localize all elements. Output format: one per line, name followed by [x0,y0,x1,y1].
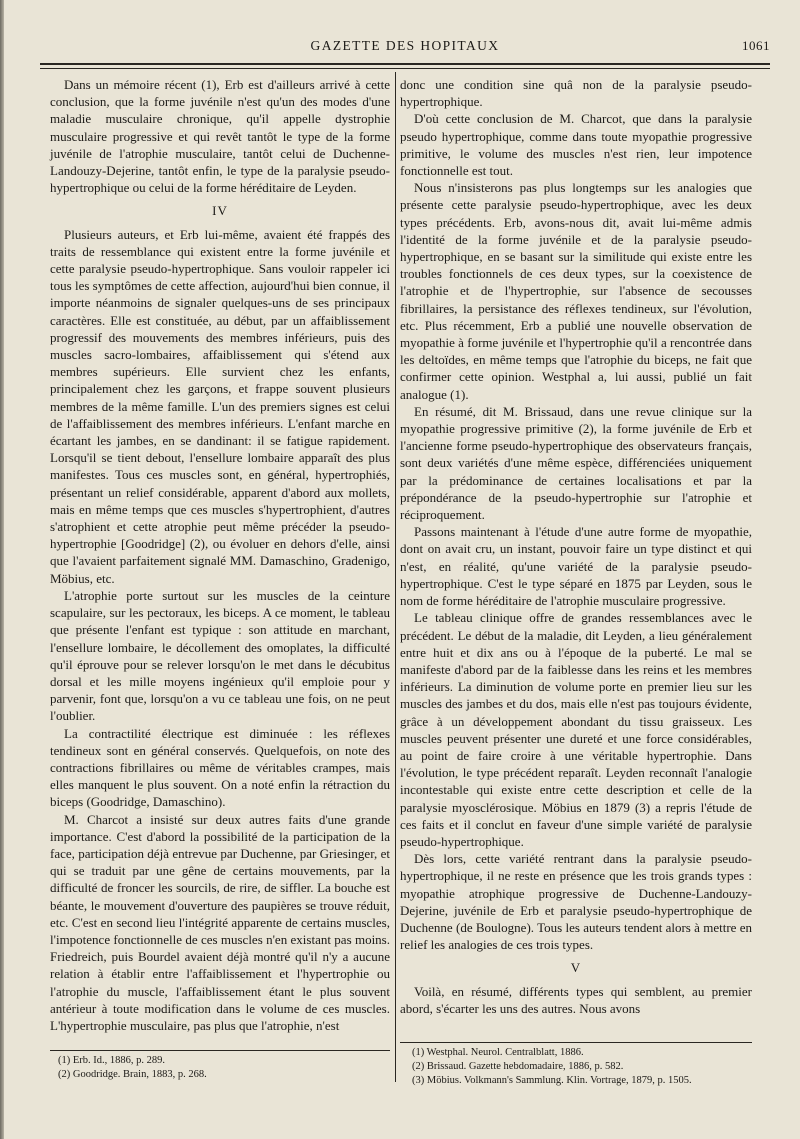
left-column [50,76,390,1034]
footnote: (3) Möbius. Volkmann's Sammlung. Klin. Vortrage, 1879, p. 1505. [412,1075,692,1086]
header-double-rule [40,63,770,69]
page-binding-edge [0,0,4,1139]
footnote-rule-left [50,1050,390,1051]
paragraph: L'atrophie porte surtout sur les muscles de la ceinture scapulaire, sur les pectoraux, les biceps. A ce moment, le tableau que présente l'enfant est typique : son attitude en marchant, l'ensellure lombaire, le décollement des omoplates, la difficulté qu'il éprouve pour se relever lorsqu'on le met dans le décubitus dorsal et les mille moyens ingénieux qu'il emploie pour y parvenir, font que, lorsqu'on a vu ce tableau une fois, on ne peut l'oublier. [50,587,390,724]
footnote: (2) Goodridge. Brain, 1883, p. 268. [58,1069,207,1080]
paragraph: donc une condition sine quâ non de la paralysie pseudo-hypertrophique. [400,77,752,110]
footnote: (1) Westphal. Neurol. Centralblatt, 1886. [412,1047,584,1058]
paragraph: Nous n'insisterons pas plus longtemps sur les analogies que présente cette paralysie pseudo-hypertrophique, avec les deux types précédents. Erb, avons-nous dit, avait lui-même admis l'identité de la forme juvénile et de la paralysie pseudo-hypertrophique, en se basant sur la similitude qui existe entre les troubles fonctionnels de ces deux types, sur la coexistence de l'atrophie et de l'hypertrophie, sur l'absence de secousses fibrillaires, la persistance des réflexes tendineux, sur l'évolution, etc. Plus récemment, Erb a publié une nouvelle observation de myopathie à forme juvénile et l'hypertrophie qu'il a rencontrée dans les deltoïdes, en même temps que l'atrophie du biceps, ne fait que confirmer cette opinion. Westphal a, lui aussi, publié un fait analogue (1). [400,180,752,402]
final-paragraph: Voilà, en résumé, différents types qui semblent, au premier abord, s'écarter les uns des autres. Nous avons [400,983,752,1016]
paragraph: Passons maintenant à l'étude d'une autre forme de myopathie, dont on avait cru, un instant, pouvoir faire un type distinct et qui n'est, en réalité, qu'une variété de la paralysie pseudo-hypertrophique. C'est le type séparé en 1875 par Leyden, sous le nom de forme héréditaire de l'atrophie musculaire progressive. [400,524,752,609]
paragraph: D'où cette conclusion de M. Charcot, que dans la paralysie pseudo hypertrophique, comme dans toute myopathie progressive primitive, le volume des muscles n'est rien, leur impotence fonctionnelle est tout. [400,111,752,179]
section-heading-iv: IV [212,203,228,219]
paragraph: M. Charcot a insisté sur deux autres faits d'une grande importance. C'est d'abord la possibilité de la participation de la face, participation déjà entrevue par Duchenne, par Griesinger, et qui se traduit par une gêne de certains mouvements, par la difficulté de froncer les sourcils, de rire, de siffler. La bouche est béante, le mouvement d'ouverture des paupières se trouve réduit, etc. C'est en second lieu l'intégrité apparente de certains muscles, l'impotence fonctionnelle de ces muscles n'en existant pas moins. Friedreich, puis Bourdel avaient déjà montré qu'il n'y a aucune relation à établir entre l'affaiblissement et l'hypertrophie ou l'atrophie du muscle, l'affaiblissement étant le plus souvent antérieur à toute modification dans le volume de ces muscles. L'hypertrophie musculaire, pas plus que l'atrophie, n'est [50,811,390,1033]
paragraph: La contractilité électrique est diminuée : les réflexes tendineux sont en général conservés. Quelquefois, on note des contractions fibrillaires ou même de véritables crampes, mais elles manquent le plus souvent. On a noté enfin la rétraction du biceps (Goodridge, Damaschino). [50,725,390,810]
footnote-rule-right [400,1042,752,1043]
footnote: (1) Erb. Id., 1886, p. 289. [58,1055,166,1066]
intro-paragraph: Dans un mémoire récent (1), Erb est d'ailleurs arrivé à cette conclusion, que la forme juvénile n'est qu'un des modes d'une maladie musculaire chronique, qu'il appelle dystrophie musculaire progressive et qui revêt tantôt le type de la forme juvénile de l'atrophie musculaire, tantôt celui de Duchenne-Landouzy-Dejerine, tantôt enfin, le type de la paralysie pseudo-hypertrophique ou celui de la forme héréditaire de Leyden. [50,77,390,196]
right-column [400,76,752,1017]
column-divider [395,72,396,1082]
page-number: 1061 [742,38,770,53]
footnotes-left [58,1054,388,1082]
page-header [40,38,770,58]
paragraph: Le tableau clinique offre de grandes ressemblances avec le précédent. Le début de la maladie, dit Leyden, a lieu généralement entre huit et dix ans ou à l'époque de la puberté. Le mal se manifeste d'abord par de la faiblesse dans les reins et les membres inférieurs. La diminution de volume porte en premier lieu sur les muscles des jambes et du dos, mais elle n'est pas toujours évidente, grâce à un développement abondant du tissu graisseux. Les muscles peuvent présenter une dureté et une force considérables, au point de faire croire à une véritable hypertrophie. Dans l'évolution, le type précédent reparaît. Leyden reconnaît l'analogie incontestable qui existe entre cette description et celle de la paralysie myosclérosique. Möbius en 1879 (3) a repris l'étude de ces faits et il conclut en faveur d'une simple variété de paralysie pseudo-hypertrophique. [400,610,752,849]
section-heading-v: V [570,960,582,976]
paragraph: Dès lors, cette variété rentrant dans la paralysie pseudo-hypertrophique, il ne reste en présence que les trois grands types : myopathie atrophique progressive de Duchenne-Landouzy-Dejerine, juvénile de Erb et paralysie pseudo-hypertrophique de Duchenne (de Boulogne). Tous les auteurs tendent alors à mettre en relief les analogies de ces trois types. [400,851,752,953]
footnotes-right [412,1046,752,1088]
journal-title: GAZETTE DES HOPITAUX [310,38,500,53]
paragraph: Plusieurs auteurs, et Erb lui-même, avaient été frappés des traits de ressemblance qui existent entre la forme juvénile et cette paralysie pseudo-hypertrophique. Sans vouloir rappeler ici tous les symptômes de cette affection, aujourd'hui bien connue, il importe néanmoins de signaler quelques-uns de ses principaux caractères. Elle est constituée, au début, par un affaiblissement progressif des mouvements des membres inférieurs, puis des muscles sacro-lombaires, affaiblissement qui s'étend aux membres supérieurs. Elle survient chez les enfants, principalement chez les garçons, et frappe souvent plusieurs membres de la même famille. L'un des premiers signes est celui de l'affaiblissement des membres inférieurs. L'enfant marche en écartant les jambes, en se dandinant: il se fatigue rapidement. Lorsqu'il se tient debout, l'ensellure lombaire apparaît des plus manifestes. Tous ces muscles sont, en général, hypertrophiés, présentant un relief considérable, apparent d'abord aux mollets, mais en même temps que ces muscles s'hypertrophient, d'autres s'atrophient et cette atrophie peut même précéder la pseudo-hypertrophie [Goodridge] (2), ou évoluer en dehors d'elle, ainsi que l'avaient parfaitement signalé MM. Damaschino, Gradenigo, Möbius, etc. [50,226,390,586]
footnote: (2) Brissaud. Gazette hebdomadaire, 1886, p. 582. [412,1061,624,1072]
paragraph: En résumé, dit M. Brissaud, dans une revue clinique sur la myopathie progressive primitive (2), la forme juvénile de Erb et l'ancienne forme pseudo-hypertrophique des observateurs français, sont deux variétés d'une même espèce, différenciées uniquement par la prédominance de certaines localisations et par la prépondérance de la pseudo-hypertrophie sur l'atrophie et réciproquement. [400,403,752,523]
